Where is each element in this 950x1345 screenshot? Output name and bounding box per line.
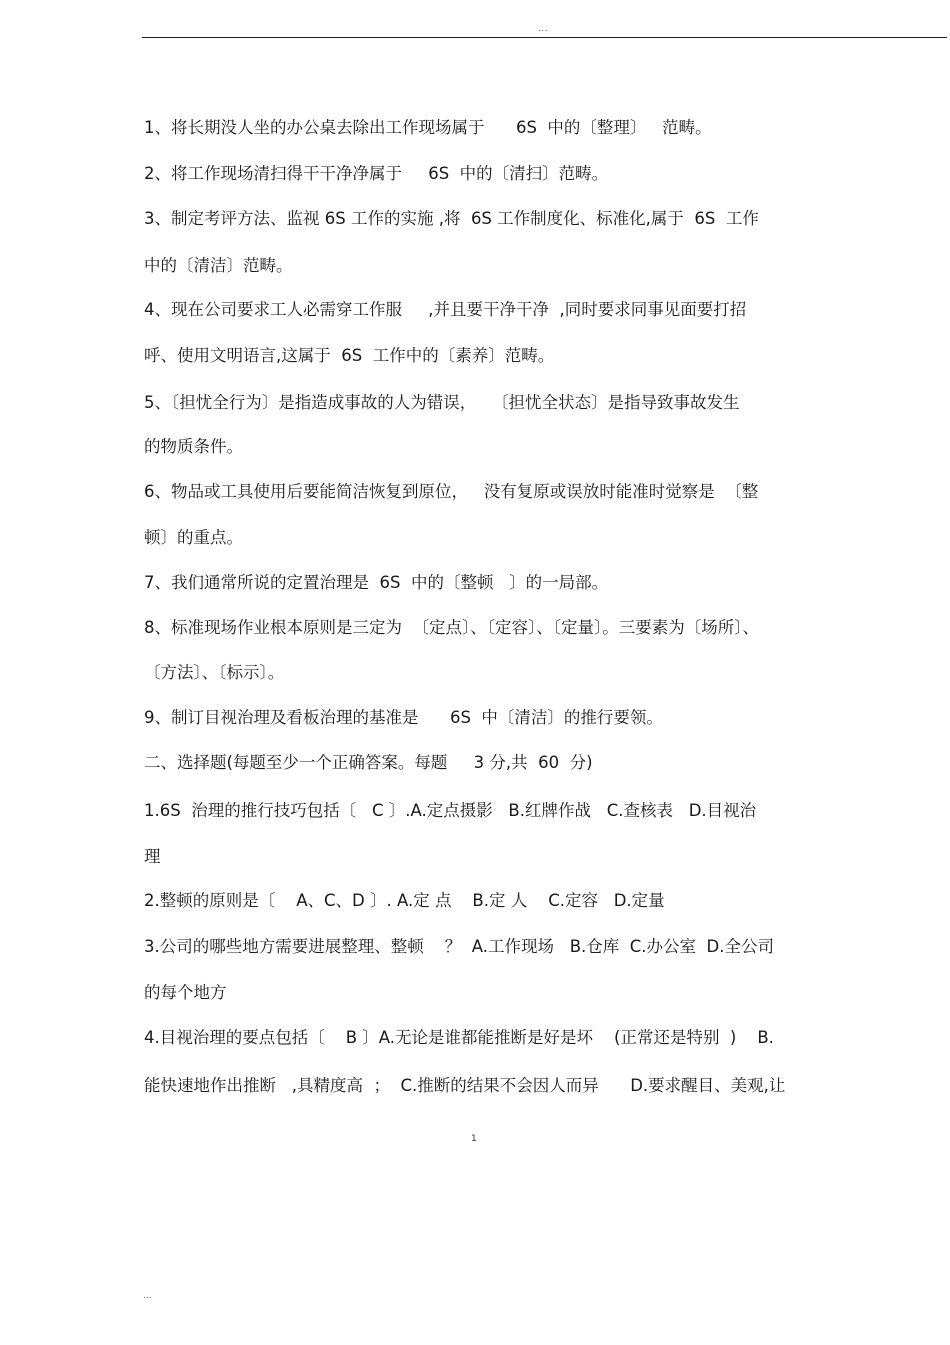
question-line: 能快速地作出推断 ,具精度高 ； C.推断的结果不会因人而异 D.要求醒目、美观,让 — [144, 1076, 786, 1095]
question-line: 的每个地方 — [144, 983, 227, 1002]
question-line: 5、〔担忧全行为〕是指造成事故的人为错误， 〔担忧全状态〕是指导致事故发生 — [144, 393, 740, 412]
question-line: 7、我们通常所说的定置治理是 6S 中的〔整顿 〕的一局部。 — [144, 573, 609, 592]
question-line: 2.整顿的原则是〔 A、C、D 〕. A.定 点 B.定 人 C.定容 D.定量 — [144, 891, 665, 910]
question-line: 4、现在公司要求工人必需穿工作服 ,并且要干净干净 ,同时要求同事见面要打招 — [144, 300, 747, 319]
question-line: 9、制订目视治理及看板治理的基准是 6S 中〔清洁〕的推行要领。 — [144, 708, 663, 727]
question-line: 的物质条件。 — [144, 437, 243, 456]
page-number: 1 — [471, 1134, 477, 1144]
question-line: 3、制定考评方法、监视 6S 工作的实施 ,将 6S 工作制度化、标准化,属于 6S 工作 — [144, 209, 759, 228]
question-line: 呼、使用文明语言,这属于 6S 工作中的〔素养〕范畴。 — [144, 346, 555, 365]
question-line: 1.6S 治理的推行技巧包括〔 C 〕.A.定点摄影 B.红牌作战 C.查核表 D.目视治 — [144, 801, 757, 820]
footer-marker: ... — [143, 1291, 152, 1301]
header-rule — [142, 37, 947, 38]
question-line: 8、标准现场作业根本原则是三定为 〔定点〕、〔定容〕、〔定量〕。三要素为〔场所〕、 — [144, 618, 759, 637]
question-line: 4.目视治理的要点包括〔 B 〕A.无论是谁都能推断是好是坏 (正常还是特别 ) B. — [144, 1028, 774, 1047]
question-line: 理 — [144, 847, 161, 866]
question-line: 6、物品或工具使用后要能简洁恢复到原位， 没有复原或误放时能准时觉察是 〔整 — [144, 482, 759, 501]
header-marker: ... — [538, 24, 549, 34]
question-line: 〔方法〕、〔标示〕。 — [144, 663, 285, 682]
section-heading: 二、选择题(每题至少一个正确答案。每题 3 分,共 60 分) — [144, 753, 593, 772]
question-line: 顿〕的重点。 — [144, 528, 243, 547]
question-line: 1、将长期没人坐的办公桌去除出工作现场属于 6S 中的〔整理〕 范畴。 — [144, 118, 712, 137]
question-line: 中的〔清洁〕范畴。 — [144, 256, 293, 275]
question-line: 3.公司的哪些地方需要进展整理、整顿 ？ A.工作现场 B.仓库 C.办公室 D.全公司 — [144, 937, 774, 956]
question-line: 2、将工作现场清扫得干干净净属于 6S 中的〔清扫〕范畴。 — [144, 164, 609, 183]
